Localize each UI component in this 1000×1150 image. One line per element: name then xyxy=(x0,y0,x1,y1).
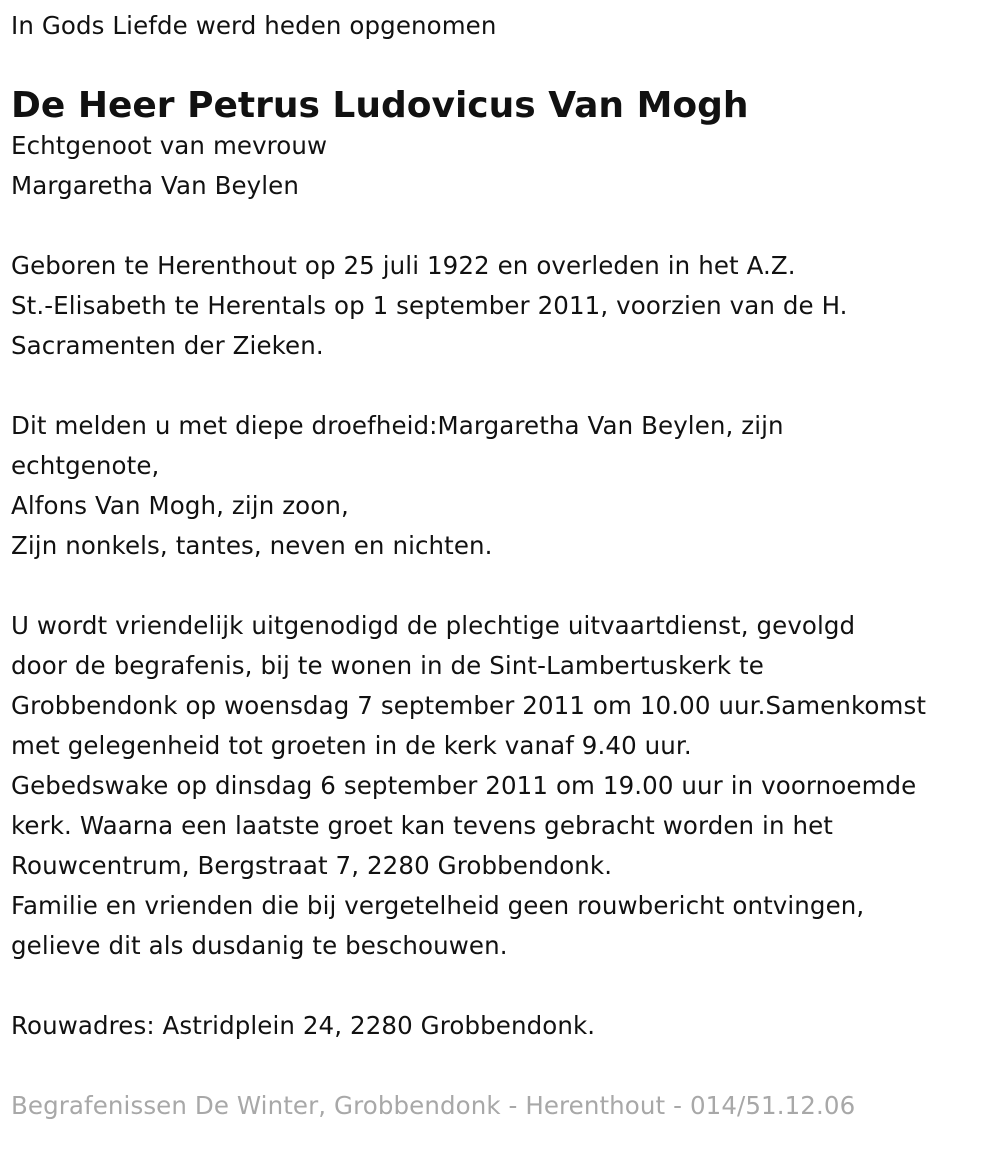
spouse-line-1: Echtgenoot van mevrouw xyxy=(11,131,328,160)
paragraph-line: Sacramenten der Zieken. xyxy=(11,331,324,360)
paragraph-line: Alfons Van Mogh, zijn zoon, xyxy=(11,491,349,520)
paragraph-line: Dit melden u met diepe droefheid:Margaretha Van Beylen, zijn xyxy=(11,411,784,440)
paragraph-line: door de begrafenis, bij te wonen in de Sint-Lambertuskerk te xyxy=(11,651,764,680)
birth-death-paragraph xyxy=(11,246,991,366)
spacer xyxy=(11,566,991,606)
spacer xyxy=(11,1046,991,1086)
paragraph-line: kerk. Waarna een laatste groet kan tevens gebracht worden in het xyxy=(11,811,833,840)
spacer xyxy=(11,206,991,246)
paragraph-line: Zijn nonkels, tantes, neven en nichten. xyxy=(11,531,493,560)
paragraph-line: Gebedswake op dinsdag 6 september 2011 om 19.00 uur in voornoemde xyxy=(11,771,917,800)
service-paragraph xyxy=(11,606,991,966)
paragraph-line: Geboren te Herenthout op 25 juli 1922 en overleden in het A.Z. xyxy=(11,251,796,280)
funeral-home-footer: Begrafenissen De Winter, Grobbendonk - Herenthout - 014/51.12.06 xyxy=(11,1091,856,1120)
mourning-address: Rouwadres: Astridplein 24, 2280 Grobbendonk. xyxy=(11,1011,596,1040)
paragraph-line: gelieve dit als dusdanig te beschouwen. xyxy=(11,931,508,960)
paragraph-line: Grobbendonk op woensdag 7 september 2011 om 10.00 uur.Samenkomst xyxy=(11,691,927,720)
paragraph-line: met gelegenheid tot groeten in de kerk vanaf 9.40 uur. xyxy=(11,731,692,760)
intro-text: In Gods Liefde werd heden opgenomen xyxy=(11,11,497,40)
obituary-notice xyxy=(11,6,991,1126)
paragraph-line: echtgenote, xyxy=(11,451,160,480)
mourners-paragraph xyxy=(11,406,991,566)
paragraph-line: Rouwcentrum, Bergstraat 7, 2280 Grobbendonk. xyxy=(11,851,613,880)
spouse-line-2: Margaretha Van Beylen xyxy=(11,171,299,200)
paragraph-line: U wordt vriendelijk uitgenodigd de plechtige uitvaartdienst, gevolgd xyxy=(11,611,856,640)
spacer xyxy=(11,966,991,1006)
spacer xyxy=(11,366,991,406)
deceased-name: De Heer Petrus Ludovicus Van Mogh xyxy=(11,85,749,126)
paragraph-line: Familie en vrienden die bij vergetelheid geen rouwbericht ontvingen, xyxy=(11,891,865,920)
paragraph-line: St.-Elisabeth te Herentals op 1 september 2011, voorzien van de H. xyxy=(11,291,848,320)
